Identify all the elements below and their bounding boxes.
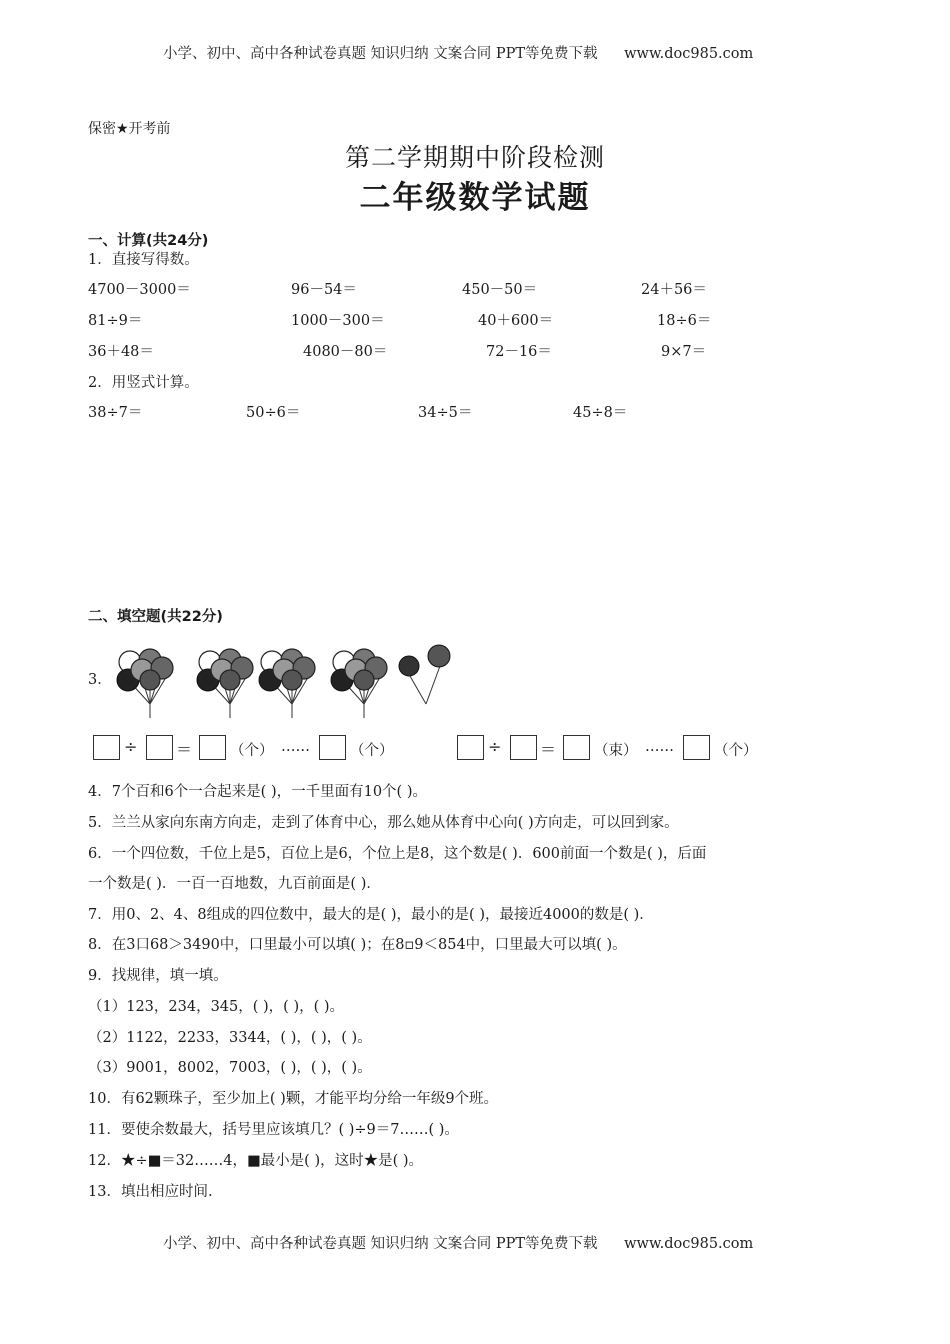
question-9: 9．找规律，填一填。 bbox=[88, 968, 228, 984]
section2-heading: 二、填空题(共22分) bbox=[88, 609, 223, 625]
calc-item: 9×7＝ bbox=[661, 344, 707, 360]
divide-sign: ÷ bbox=[488, 737, 502, 756]
answer-box[interactable] bbox=[510, 735, 537, 760]
footer-text: 小学、初中、高中各种试卷真题 知识归纳 文案合同 PPT等免费下载 bbox=[163, 1236, 598, 1252]
question-9-2: （2）1122，2233，3344，( )，( )，( )。 bbox=[88, 1030, 372, 1046]
balloons-illustration bbox=[110, 640, 470, 720]
exam-title: 二年级数学试题 bbox=[359, 180, 591, 216]
calc-item: 450－50＝ bbox=[462, 282, 538, 298]
calc-item: 1000－300＝ bbox=[291, 313, 385, 329]
vertical-calc-item: 50÷6＝ bbox=[246, 405, 301, 421]
equals-sign: ＝ bbox=[540, 740, 557, 759]
unit-label: （个） bbox=[350, 743, 394, 759]
calc-item: 40＋600＝ bbox=[478, 313, 554, 329]
calc-item: 36＋48＝ bbox=[88, 344, 154, 360]
vertical-calc-item: 34÷5＝ bbox=[418, 405, 473, 421]
calc-item: 81÷9＝ bbox=[88, 313, 143, 329]
q2-label: 2．用竖式计算。 bbox=[88, 375, 199, 391]
answer-box[interactable] bbox=[683, 735, 710, 760]
question-4: 4．7个百和6个一合起来是( )，一千里面有10个( )。 bbox=[88, 784, 427, 800]
answer-box[interactable] bbox=[93, 735, 120, 760]
question-7: 7．用0、2、4、8组成的四位数中，最大的是( )，最小的是( )，最接近4000的数是( )． bbox=[88, 907, 654, 923]
answer-box[interactable] bbox=[563, 735, 590, 760]
question-12: 12．★÷■＝32……4，■最小是( )，这时★是( )。 bbox=[88, 1153, 424, 1169]
answer-box[interactable] bbox=[319, 735, 346, 760]
section1-heading: 一、计算(共24分) bbox=[88, 233, 209, 249]
question-10: 10．有62颗珠子，至少加上( )颗，才能平均分给一年级9个班。 bbox=[88, 1091, 499, 1107]
question-9-3: （3）9001，8002，7003，( )，( )，( )。 bbox=[88, 1060, 372, 1076]
answer-box[interactable] bbox=[457, 735, 484, 760]
header-url[interactable]: www.doc985.com bbox=[624, 46, 754, 62]
confidential-label: 保密★开考前 bbox=[88, 121, 171, 137]
question-13: 13．填出相应时间. bbox=[88, 1184, 213, 1200]
answer-box[interactable] bbox=[146, 735, 173, 760]
unit-label: （个） bbox=[230, 743, 274, 759]
q1-label: 1．直接写得数。 bbox=[88, 252, 199, 268]
question-5: 5．兰兰从家向东南方向走，走到了体育中心，那么她从体育中心向( )方向走，可以回到家。 bbox=[88, 815, 679, 831]
remainder-dots: …… bbox=[645, 739, 674, 755]
footer-url[interactable]: www.doc985.com bbox=[624, 1236, 754, 1252]
header-text: 小学、初中、高中各种试卷真题 知识归纳 文案合同 PPT等免费下载 bbox=[163, 46, 598, 62]
calc-item: 4080－80＝ bbox=[303, 344, 388, 360]
divide-sign: ÷ bbox=[124, 737, 138, 756]
calc-item: 4700－3000＝ bbox=[88, 282, 191, 298]
question-11: 11．要使余数最大，括号里应该填几？( )÷9＝7……( )。 bbox=[88, 1122, 459, 1138]
unit-label: （束） bbox=[594, 743, 638, 759]
question-8: 8．在3口68＞3490中，口里最小可以填( )；在8▫9＜854中，口里最大可以填( )。 bbox=[88, 937, 627, 953]
answer-box[interactable] bbox=[199, 735, 226, 760]
question-6: 6．一个四位数，千位上是5，百位上是6，个位上是8，这个数是( )．600前面一个数是( )，后面 bbox=[88, 846, 707, 862]
unit-label: （个） bbox=[714, 743, 758, 759]
calc-item: 72－16＝ bbox=[486, 344, 552, 360]
question-9-1: （1）123，234，345，( )，( )，( )。 bbox=[88, 999, 345, 1015]
calc-item: 96－54＝ bbox=[291, 282, 357, 298]
q3-label: 3． bbox=[88, 672, 112, 688]
equals-sign: ＝ bbox=[176, 740, 193, 759]
remainder-dots: …… bbox=[281, 739, 310, 755]
exam-subtitle: 第二学期期中阶段检测 bbox=[344, 143, 605, 172]
vertical-calc-item: 45÷8＝ bbox=[573, 405, 628, 421]
calc-item: 24＋56＝ bbox=[641, 282, 707, 298]
vertical-calc-item: 38÷7＝ bbox=[88, 405, 143, 421]
calc-item: 18÷6＝ bbox=[657, 313, 712, 329]
question-6-cont: 一个数是( )．一百一百地数，九百前面是( )． bbox=[88, 876, 381, 892]
